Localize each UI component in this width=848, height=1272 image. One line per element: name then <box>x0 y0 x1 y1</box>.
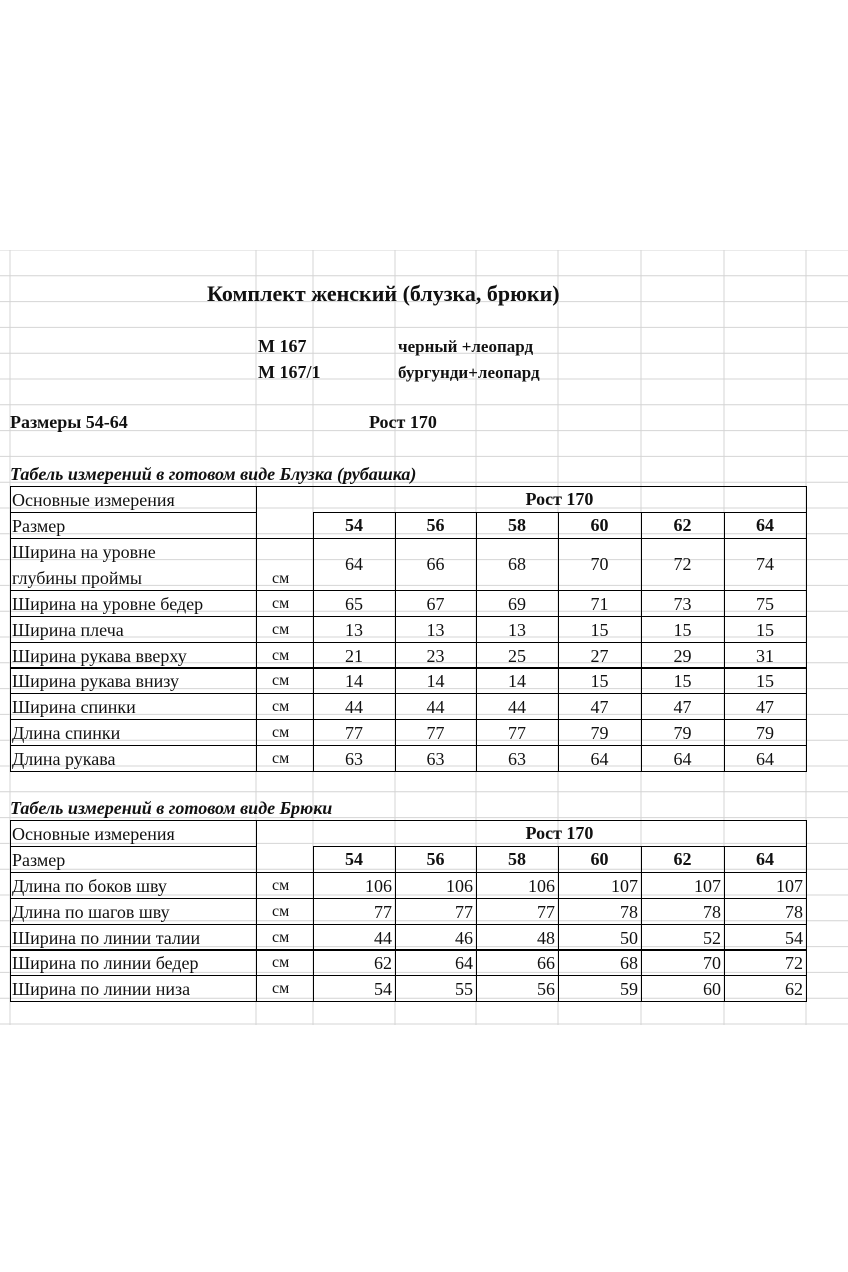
table-border <box>10 975 807 976</box>
cell-value: 44 <box>508 697 526 718</box>
row-label: Длина по боков шву <box>12 876 167 896</box>
cell-value: 13 <box>508 619 526 640</box>
cell-value: 78 <box>703 901 721 922</box>
row-unit: см <box>272 877 290 894</box>
table-border <box>10 642 807 643</box>
table-border <box>10 538 807 539</box>
size-label: Размер <box>12 850 66 870</box>
cell-value: 79 <box>673 723 692 743</box>
row-unit: см <box>272 980 290 998</box>
table-border <box>10 1001 807 1002</box>
size-header-54: 54 <box>345 849 363 869</box>
table-border <box>313 512 807 513</box>
size-header-64: 64 <box>756 849 774 869</box>
row-unit: см <box>272 928 290 946</box>
table-border <box>10 486 807 487</box>
table-border <box>476 846 477 1001</box>
row-unit: см <box>272 646 290 664</box>
cell-value: 64 <box>673 748 692 769</box>
cell-value: 77 <box>374 901 392 922</box>
row-label: глубины проймы <box>12 568 142 588</box>
sizes-range: Размеры 54-64 <box>10 412 128 432</box>
table-border <box>10 771 807 772</box>
cell-value: 106 <box>528 876 555 896</box>
cell-value: 64 <box>756 748 774 769</box>
cell-value: 72 <box>673 554 692 574</box>
cell-value: 68 <box>508 554 526 574</box>
model-color-1: черный +леопард <box>398 337 534 356</box>
row-unit: см <box>272 595 290 612</box>
cell-value: 79 <box>756 723 774 743</box>
cell-value: 107 <box>611 876 638 896</box>
cell-value: 47 <box>673 697 692 718</box>
table-border <box>10 667 807 668</box>
cell-value: 55 <box>455 979 473 1000</box>
size-header-56: 56 <box>426 515 445 535</box>
model-color-2: бургунди+леопард <box>398 363 540 382</box>
row-unit: см <box>272 749 290 767</box>
row-label: Ширина по линии талии <box>12 927 201 948</box>
row-label: Ширина по линии низа <box>12 979 191 1000</box>
cell-value: 23 <box>426 645 445 666</box>
size-header-56: 56 <box>426 849 445 869</box>
table-border <box>10 898 807 899</box>
table-border <box>10 846 257 847</box>
cell-value: 107 <box>776 876 803 896</box>
row-label: Ширина плеча <box>12 619 124 640</box>
size-header-60: 60 <box>590 849 609 869</box>
cell-value: 14 <box>426 671 445 692</box>
cell-value: 44 <box>345 697 363 718</box>
cell-value: 13 <box>426 619 445 640</box>
row-unit: см <box>272 570 290 587</box>
row-label: Ширина спинки <box>12 697 136 718</box>
cell-value: 107 <box>694 876 721 896</box>
cell-value: 72 <box>785 953 803 974</box>
cell-value: 44 <box>426 697 445 718</box>
row-label: Длина по шагов шву <box>12 901 170 922</box>
table-border <box>641 846 642 1001</box>
table-border <box>256 820 257 1001</box>
cell-value: 66 <box>426 554 445 574</box>
cell-value: 21 <box>345 645 363 666</box>
row-label: Длина рукава <box>12 748 116 769</box>
table-border <box>10 872 807 873</box>
pants-table-caption: Табель измерений в готовом виде Брюки <box>10 798 333 818</box>
cell-value: 69 <box>508 594 526 614</box>
cell-value: 15 <box>673 671 692 692</box>
cell-value: 62 <box>785 979 803 1000</box>
cell-value: 13 <box>345 619 363 640</box>
cell-value: 74 <box>756 554 774 574</box>
cell-value: 15 <box>756 619 774 640</box>
cell-value: 15 <box>756 671 774 692</box>
cell-value: 27 <box>590 645 609 666</box>
cell-value: 15 <box>590 671 609 692</box>
row-unit: см <box>272 902 290 920</box>
row-unit: см <box>272 724 290 741</box>
height-header: Рост 170 <box>525 489 594 509</box>
cell-value: 14 <box>508 671 526 692</box>
cell-value: 14 <box>345 671 363 692</box>
cell-value: 62 <box>374 953 392 974</box>
cell-value: 56 <box>537 979 555 1000</box>
cell-value: 73 <box>673 594 692 614</box>
row-label: Ширина рукава внизу <box>12 671 180 692</box>
cell-value: 71 <box>590 594 609 614</box>
cell-value: 15 <box>673 619 692 640</box>
cell-value: 63 <box>426 748 445 769</box>
table-border <box>256 486 257 771</box>
document-title: Комплект женский (блузка, брюки) <box>207 281 560 306</box>
size-header-58: 58 <box>508 849 526 869</box>
cell-value: 78 <box>785 901 803 922</box>
cell-value: 60 <box>703 979 721 1000</box>
row-label: Длина спинки <box>12 723 121 743</box>
model-code-2: М 167/1 <box>258 362 321 382</box>
cell-value: 47 <box>756 697 774 718</box>
cell-value: 44 <box>374 927 392 948</box>
table-border <box>10 820 807 821</box>
cell-value: 77 <box>345 723 363 743</box>
table-border <box>806 820 807 1001</box>
cell-value: 77 <box>455 901 473 922</box>
cell-value: 54 <box>785 927 803 948</box>
row-unit: см <box>272 954 290 972</box>
cell-value: 54 <box>374 979 392 1000</box>
cell-value: 63 <box>508 748 526 769</box>
size-header-54: 54 <box>345 515 363 535</box>
cell-value: 31 <box>756 645 774 666</box>
cell-value: 46 <box>455 927 473 948</box>
cell-value: 64 <box>590 748 609 769</box>
cell-value: 78 <box>620 901 638 922</box>
cell-value: 79 <box>590 723 609 743</box>
cell-value: 106 <box>446 876 473 896</box>
size-label: Размер <box>12 516 66 536</box>
cell-value: 67 <box>426 594 445 614</box>
row-label: Ширина на уровне бедер <box>12 594 204 614</box>
cell-value: 70 <box>590 554 609 574</box>
table-border <box>313 846 314 1001</box>
spreadsheet-sheet <box>0 250 848 1025</box>
header-label: Основные измерения <box>12 824 175 844</box>
table-border <box>724 846 725 1001</box>
table-border <box>10 949 807 950</box>
cell-value: 77 <box>426 723 445 743</box>
row-unit: см <box>272 698 290 716</box>
table-border <box>10 924 807 925</box>
cell-value: 15 <box>590 619 609 640</box>
cell-value: 48 <box>537 927 555 948</box>
header-label: Основные измерения <box>12 490 175 510</box>
table-border <box>10 590 807 591</box>
table-border <box>10 745 807 746</box>
cell-value: 47 <box>590 697 609 718</box>
cell-value: 50 <box>620 927 638 948</box>
row-label: Ширина на уровне <box>12 542 156 562</box>
row-label: Ширина по линии бедер <box>12 953 199 974</box>
size-header-60: 60 <box>590 515 609 535</box>
table-border <box>313 846 807 847</box>
cell-value: 66 <box>537 953 555 974</box>
cell-value: 77 <box>537 901 555 922</box>
cell-value: 29 <box>673 645 692 666</box>
cell-value: 106 <box>365 876 392 896</box>
cell-value: 52 <box>703 927 721 948</box>
table-border <box>395 846 396 1001</box>
cell-value: 59 <box>620 979 638 1000</box>
table-border <box>10 719 807 720</box>
cell-value: 64 <box>455 953 473 974</box>
table-border <box>10 616 807 617</box>
cell-value: 75 <box>756 594 774 614</box>
height-header: Рост 170 <box>525 823 594 843</box>
size-header-58: 58 <box>508 515 526 535</box>
cell-value: 63 <box>345 748 363 769</box>
cell-value: 65 <box>345 594 363 614</box>
height-label: Рост 170 <box>369 412 437 432</box>
cell-value: 70 <box>703 953 721 974</box>
cell-value: 77 <box>508 723 526 743</box>
size-header-62: 62 <box>673 849 692 869</box>
table-border <box>558 846 559 1001</box>
row-unit: см <box>272 672 290 690</box>
blouse-table-caption: Табель измерений в готовом виде Блузка (рубашка) <box>10 464 417 484</box>
table-border <box>806 486 807 771</box>
table-border <box>10 512 257 513</box>
size-header-64: 64 <box>756 515 774 535</box>
table-border <box>10 693 807 694</box>
cell-value: 64 <box>345 554 363 574</box>
size-header-62: 62 <box>673 515 692 535</box>
model-code-1: М 167 <box>258 336 307 356</box>
cell-value: 68 <box>620 953 638 974</box>
row-unit: см <box>272 620 290 638</box>
row-label: Ширина рукава вверху <box>12 645 187 666</box>
cell-value: 25 <box>508 645 526 666</box>
